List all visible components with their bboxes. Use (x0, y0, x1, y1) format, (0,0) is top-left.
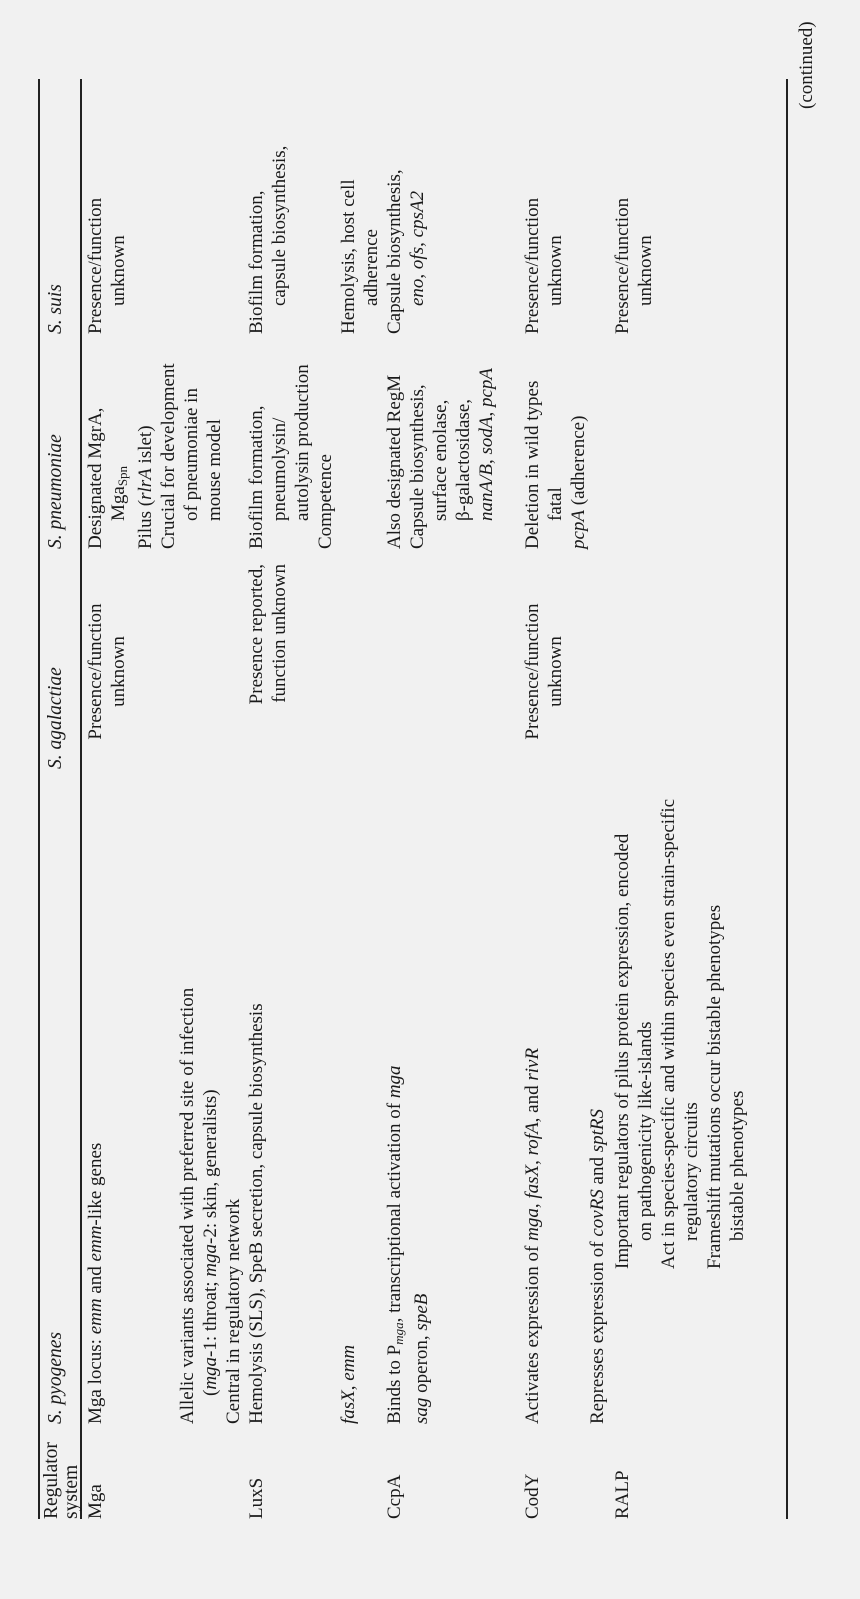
row-luxs-pneumoniae (245, 334, 337, 549)
luxs-pneumoniae-line3: autolysin production (292, 364, 313, 521)
mga-pneumoniae-line1: Designated MgrA, (85, 407, 106, 549)
ralp-suis-line2: unknown (635, 235, 656, 306)
ralp-line4: regulatory circuits (681, 1102, 702, 1241)
mga-pyogenes-line4: Central in regulatory network (223, 1198, 244, 1424)
cody-agalactiae-line2: unknown (545, 636, 566, 707)
mga-pyogenes-line2: Allelic variants associated with preferred site of infection (177, 987, 198, 1424)
cody-suis-line1: Presence/function (522, 197, 543, 334)
cody-suis-line2: unknown (545, 235, 566, 306)
luxs-agalactiae-line2: function unknown (269, 564, 290, 703)
mga-suis-line2: unknown (108, 235, 129, 306)
ccpa-suis-line1: Capsule biosynthesis, (384, 169, 405, 334)
continued-note: (continued) (796, 21, 817, 109)
row-cody-agalactiae (521, 564, 567, 779)
row-cody-pyogenes-represses (586, 784, 609, 1424)
header-regulator-system (40, 1442, 83, 1519)
row-cody-name: CodY (522, 1473, 543, 1519)
row-luxs-pyogenes-fasx (337, 784, 360, 1424)
row-mga-suis (84, 79, 130, 334)
row-mga-pyogenes (84, 784, 107, 1424)
mga-pneumoniae-line6: mouse model (204, 419, 225, 521)
row-ralp-name: RALP (612, 1470, 633, 1519)
ralp-line6: bistable phenotypes (727, 1090, 748, 1241)
row-ralp-suis (611, 79, 657, 334)
ccpa-pneumoniae-line3: surface enolase, (430, 399, 451, 521)
header-s-agalactiae: S. agalactiae (45, 667, 66, 769)
cody-pneumoniae-line1: Deletion in wild types (522, 380, 543, 549)
ccpa-suis-line2: eno, ofs, cpsA2 (407, 190, 428, 306)
mga-suis-line1: Presence/function (85, 197, 106, 334)
luxs-pneumoniae-line4: Competence (315, 454, 336, 549)
row-mga-name: Mga (85, 1484, 106, 1519)
ccpa-pyogenes-line2: sag operon, speB (411, 1293, 432, 1424)
cody-pneumoniae-line2: fatal (545, 487, 566, 521)
ralp-suis-line1: Presence/function (612, 197, 633, 334)
luxs-suis-line3: Hemolysis, host cell (338, 179, 359, 334)
row-mga-agalactiae (84, 564, 130, 779)
mga-agalactiae-line2: unknown (108, 636, 129, 707)
table-top-rule (38, 79, 40, 1519)
row-luxs-suis-hemolysis (337, 79, 383, 334)
row-luxs-name: LuxS (246, 1477, 267, 1519)
row-ccpa-suis (383, 79, 429, 334)
ccpa-pneumoniae-line5: nanA/B, sodA, pcpA (476, 367, 497, 521)
row-ralp-shared (611, 509, 749, 1269)
header-s-pneumoniae: S. pneumoniae (45, 434, 66, 549)
ralp-line3: Act in species-specific and within species even strain-specific (658, 798, 679, 1269)
luxs-suis-line4: adherence (361, 229, 382, 306)
table-header-rule (80, 79, 82, 1519)
row-cody-pyogenes (521, 784, 544, 1424)
ccpa-pneumoniae-line2: Capsule biosynthesis, (407, 384, 428, 549)
luxs-pyogenes-line1: Hemolysis (SLS), SpeB secretion, capsule biosynthesis (246, 1003, 267, 1424)
mga-pneumoniae-line4: Crucial for development (158, 363, 179, 549)
table-bottom-rule (786, 79, 788, 1519)
mga-pyogenes-line1: Mga locus: emm and emm-like genes (85, 1142, 106, 1424)
mga-pneumoniae-line3: Pilus (rlrA islet) (135, 425, 156, 549)
luxs-suis-line2: capsule biosynthesis, (269, 145, 290, 306)
ralp-line2: on pathogenicity like-islands (635, 1021, 656, 1241)
header-regulator-line1: Regulator (41, 1442, 62, 1519)
row-cody-pneumoniae (521, 334, 590, 549)
row-ccpa-pneumoniae (383, 334, 498, 549)
ralp-line5: Frameshift mutations occur bistable phenotypes (704, 904, 725, 1269)
cody-pyogenes-line2: Represses expression of covRS and sptRS (587, 1108, 608, 1424)
row-luxs-pyogenes (245, 784, 268, 1424)
row-luxs-agalactiae (245, 564, 291, 779)
header-s-suis: S. suis (45, 284, 66, 334)
row-mga-pneumoniae (84, 334, 226, 549)
cody-pneumoniae-line3: pcpA (adherence) (568, 415, 589, 549)
luxs-pyogenes-line2: fasX, emm (338, 1344, 359, 1424)
ccpa-pneumoniae-line4: β-galactosidase, (453, 398, 474, 521)
luxs-pneumoniae-line1: Biofilm formation, (246, 405, 267, 549)
luxs-pneumoniae-line2: pneumolysin/ (269, 417, 290, 521)
row-cody-suis (521, 79, 567, 334)
cody-pyogenes-line1: Activates expression of mga, fasX, rofA, and rivR (522, 1047, 543, 1424)
row-ccpa-pyogenes (383, 784, 433, 1424)
mga-agalactiae-line1: Presence/function (85, 603, 106, 740)
mga-pyogenes-line3: (mga-1: throat; mga-2: skin, generalists) (200, 1089, 221, 1396)
cody-agalactiae-line1: Presence/function (522, 603, 543, 740)
luxs-suis-line1: Biofilm formation, (246, 190, 267, 334)
row-mga-pyogenes-allelic (176, 784, 245, 1424)
header-regulator-line2: system (61, 1464, 82, 1519)
mga-pneumoniae-line5: of pneumoniae in (181, 388, 202, 521)
mga-pneumoniae-line2: Mga$_{Spn}$ (108, 465, 130, 521)
row-luxs-suis (245, 69, 291, 334)
ralp-line1: Important regulators of pilus protein expression, encoded (612, 833, 633, 1269)
ccpa-pneumoniae-line1: Also designated RegM (384, 374, 405, 549)
row-ccpa-name: CcpA (384, 1474, 405, 1519)
ccpa-pyogenes-line1: Binds to $P_{mga}$, transcriptional activation of mga (384, 1065, 406, 1424)
luxs-agalactiae-line1: Presence reported, (246, 564, 267, 705)
header-s-pyogenes: S. pyogenes (45, 1331, 66, 1424)
